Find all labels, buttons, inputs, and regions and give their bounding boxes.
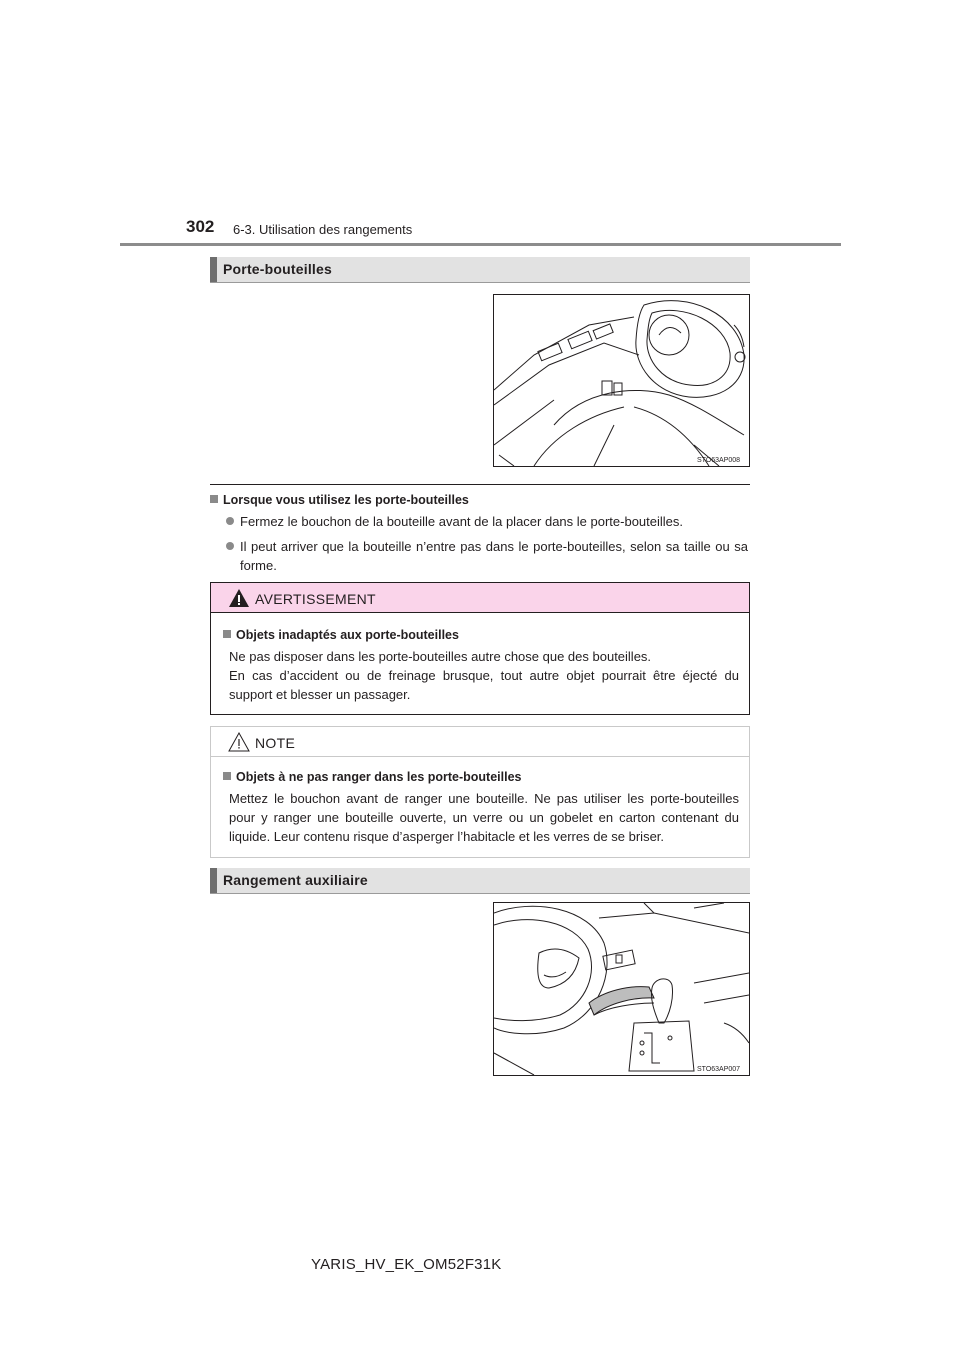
warning-label: AVERTISSEMENT — [255, 591, 376, 607]
figure-bottle-holder — [493, 294, 750, 467]
usage-bullet-text: Fermez le bouchon de la bouteille avant de la placer dans le porte-bouteilles. — [240, 514, 683, 529]
section-heading-porte-bouteilles — [210, 257, 750, 283]
note-item-heading-text: Objets à ne pas ranger dans les porte-bouteilles — [236, 770, 522, 784]
usage-bullet-1 — [226, 512, 748, 531]
page-number: 302 — [186, 217, 215, 236]
heading-tab — [210, 868, 217, 893]
usage-heading — [210, 493, 469, 507]
usage-bullet-2 — [226, 537, 748, 575]
square-bullet-icon — [210, 495, 218, 503]
note-box — [210, 726, 750, 858]
note-body — [229, 768, 739, 846]
note-label: NOTE — [255, 735, 296, 751]
warning-body — [229, 626, 739, 704]
warning-item-heading-text: Objets inadaptés aux porte-bouteilles — [236, 628, 459, 642]
caution-triangle-icon — [228, 732, 250, 752]
figure-code: STO63AP007 — [697, 1066, 741, 1073]
note-item-heading — [223, 768, 739, 786]
content-divider — [210, 484, 750, 485]
section-heading-label: Rangement auxiliaire — [223, 872, 368, 888]
figure-auxiliary-storage — [493, 902, 750, 1076]
bottle-holder-illustration — [494, 295, 749, 466]
usage-heading-text: Lorsque vous utilisez les porte-bouteilles — [223, 493, 469, 507]
heading-tab — [210, 257, 217, 282]
square-bullet-icon — [223, 772, 231, 780]
note-item-text: Mettez le bouchon avant de ranger une bouteille. Ne pas utiliser les porte-bouteilles pour y ranger une bouteille ouverte, un verre ou un gobelet en carton contenant du liquide. Leur contenu risque d’asperger l’habitacle et les verres de se briser. — [229, 791, 739, 844]
warning-header — [211, 583, 749, 613]
section-heading-label: Porte-bouteilles — [223, 261, 332, 277]
header-divider — [120, 243, 841, 246]
circle-bullet-icon — [226, 542, 234, 550]
document-code: YARIS_HV_EK_OM52F31K — [311, 1256, 502, 1273]
warning-item-text: Ne pas disposer dans les porte-bouteilles autre chose que des bouteilles. En cas d’accident ou de freinage brusque, tout autre objet pourrait être éjecté du support et blesser un passager. — [229, 649, 739, 702]
note-header — [211, 727, 749, 757]
circle-bullet-icon — [226, 517, 234, 525]
section-title: 6-3. Utilisation des rangements — [233, 222, 413, 237]
section-heading-rangement-auxiliaire — [210, 868, 750, 894]
usage-bullet-text: Il peut arriver que la bouteille n’entre pas dans le porte-bouteilles, selon sa taille ou sa forme. — [240, 539, 748, 573]
warning-triangle-icon — [228, 588, 250, 608]
warning-item-heading — [223, 626, 739, 644]
square-bullet-icon — [223, 630, 231, 638]
figure-code: STO63AP008 — [697, 457, 741, 464]
warning-box — [210, 582, 750, 715]
auxiliary-storage-illustration — [494, 903, 749, 1075]
